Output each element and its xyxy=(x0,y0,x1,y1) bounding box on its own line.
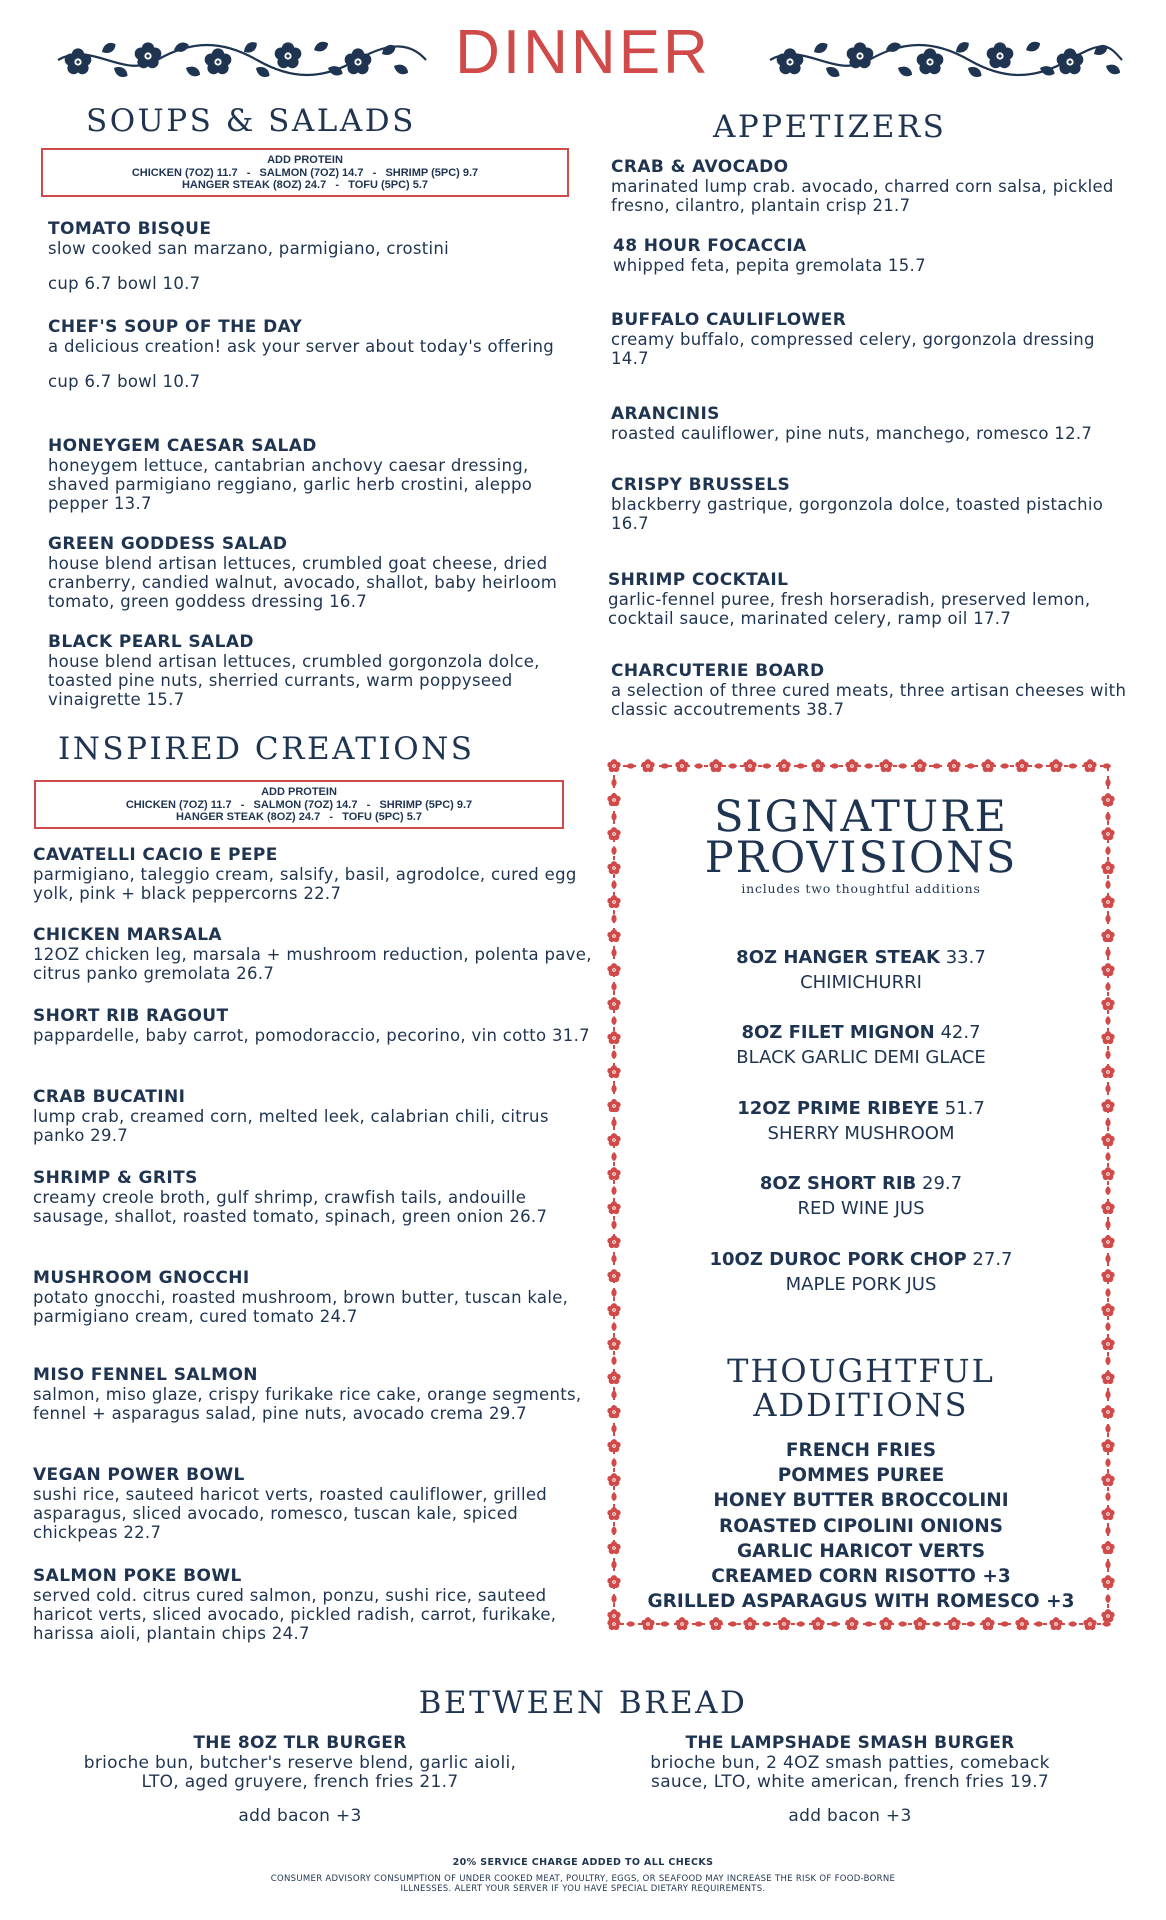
signature-item xyxy=(620,1096,1102,1146)
leaf-icon xyxy=(728,1621,737,1626)
flower-icon xyxy=(743,1617,756,1630)
flower-icon xyxy=(709,1617,722,1630)
item-description: sushi rice, sauteed haricot verts, roasted cauliflower, grilled asparagus, sliced avocado, romesco, tuscan kale, spiced chickpeas 22.7 xyxy=(33,1485,548,1542)
menu-title: DINNER xyxy=(455,18,711,87)
item-description: honeygem lettuce, cantabrian anchovy caesar dressing, shaved parmigiano reggiano, garlic herb crostini, aleppo pepper 13.7 xyxy=(48,456,533,513)
item-name: THE LAMPSHADE SMASH BURGER xyxy=(685,1733,1015,1753)
flower-icon xyxy=(1049,1617,1062,1630)
item-name: MUSHROOM GNOCCHI xyxy=(33,1268,250,1288)
flower-icon xyxy=(777,1617,790,1630)
add-protein-line: HANGER STEAK (8OZ) 24.7 - TOFU (5PC) 5.7 xyxy=(175,811,423,823)
leaf-icon xyxy=(611,914,616,923)
signature-item xyxy=(620,1171,1102,1221)
leaf-icon xyxy=(1000,1621,1009,1626)
leaf-icon xyxy=(762,1621,771,1626)
leaf-icon xyxy=(626,1621,635,1626)
leaf-icon xyxy=(694,763,703,768)
flower-icon xyxy=(1057,48,1084,74)
leaf-icon xyxy=(660,763,669,768)
leaf-icon xyxy=(932,763,941,768)
item-name: 10OZ DUROC PORK CHOP xyxy=(709,1249,967,1270)
item-description: a selection of three cured meats, three artisan cheeses with classic accoutrements 38.7 xyxy=(611,681,1127,719)
flower-icon xyxy=(1101,1507,1114,1520)
flower-icon xyxy=(607,929,620,942)
flower-icon xyxy=(1101,1235,1114,1248)
item-description: sauce, LTO, white american, french fries 19.7 xyxy=(651,1772,1049,1792)
leaf-icon xyxy=(966,1621,975,1626)
flower-icon xyxy=(607,1575,620,1588)
leaf-icon xyxy=(1105,1016,1110,1025)
leaf-icon xyxy=(611,1254,616,1263)
leaf-icon xyxy=(1102,1621,1111,1626)
flower-icon xyxy=(1101,1099,1114,1112)
item-description: blackberry gastrique, gorgonzola dolce, toasted pistachio 16.7 xyxy=(611,495,1104,533)
flower-icon xyxy=(743,759,756,772)
flower-icon xyxy=(607,1031,620,1044)
flower-icon xyxy=(607,1609,620,1622)
signature-item xyxy=(620,1020,1102,1070)
menu-item-green-goddess xyxy=(48,534,568,611)
leaf-icon xyxy=(611,1084,616,1093)
menu-item-charcuterie xyxy=(611,661,1159,719)
item-price: 42.7 xyxy=(940,1022,981,1043)
addition-item: FRENCH FRIES xyxy=(785,1440,937,1461)
item-name: SHRIMP & GRITS xyxy=(33,1168,198,1188)
item-name: CHEF'S SOUP OF THE DAY xyxy=(48,317,303,337)
item-sauce: SHERRY MUSHROOM xyxy=(767,1123,955,1144)
item-sauce: MAPLE PORK JUS xyxy=(785,1274,937,1295)
leaf-icon xyxy=(1068,763,1077,768)
flower-icon xyxy=(1101,1269,1114,1282)
item-price: cup 6.7 bowl 10.7 xyxy=(48,274,201,293)
leaf-icon xyxy=(1034,763,1043,768)
item-addon: add bacon +3 xyxy=(238,1805,362,1826)
item-name: 8OZ SHORT RIB xyxy=(759,1173,917,1194)
addition-item: GARLIC HARICOT VERTS xyxy=(736,1540,986,1562)
flower-icon xyxy=(607,1541,620,1554)
item-description: potato gnocchi, roasted mushroom, brown butter, tuscan kale, parmigiano cream, cured tomato 24.7 xyxy=(33,1288,569,1326)
flower-icon xyxy=(1101,1031,1114,1044)
item-description: a delicious creation! ask your server about today's offering xyxy=(48,337,555,356)
flower-icon xyxy=(1049,759,1062,772)
leaf-icon xyxy=(1000,763,1009,768)
menu-item-shrimp-grits xyxy=(33,1168,573,1226)
item-sauce: RED WINE JUS xyxy=(797,1198,925,1219)
leaf-icon xyxy=(611,1594,616,1603)
leaf-icon xyxy=(611,1288,616,1297)
leaf-icon xyxy=(1105,1526,1110,1535)
menu-item-chicken-marsala xyxy=(33,925,598,983)
item-description: pappardelle, baby carrot, pomodoraccio, pecorino, vin cotto 31.7 xyxy=(33,1026,590,1045)
leaf-icon xyxy=(1105,1424,1110,1433)
flower-icon xyxy=(845,1617,858,1630)
service-charge-note: 20% SERVICE CHARGE ADDED TO ALL CHECKS xyxy=(452,1857,714,1868)
item-name: VEGAN POWER BOWL xyxy=(33,1465,245,1485)
thoughtful-heading: THOUGHTFUL xyxy=(727,1352,995,1390)
burger-item-lampshade xyxy=(590,1734,1110,1826)
leaf-icon xyxy=(966,763,975,768)
leaf-icon xyxy=(1105,778,1110,787)
item-description: house blend artisan lettuces, crumbled goat cheese, dried cranberry, candied walnut, avocado, shallot, baby heirloom tomato, green goddess dressing 16.7 xyxy=(48,554,558,611)
flower-icon xyxy=(879,1617,892,1630)
leaf-icon xyxy=(694,1621,703,1626)
signature-item xyxy=(620,1247,1102,1297)
menu-item-shrimp-cocktail xyxy=(608,570,1156,628)
leaf-icon xyxy=(1024,39,1042,54)
item-name: CRAB BUCATINI xyxy=(33,1087,186,1107)
menu-item-black-pearl xyxy=(48,632,568,709)
item-name: SHRIMP COCKTAIL xyxy=(608,570,789,590)
leaf-icon xyxy=(611,1458,616,1467)
flower-icon xyxy=(607,1065,620,1078)
item-name: ARANCINIS xyxy=(611,404,720,424)
leaf-icon xyxy=(1092,42,1110,58)
item-description: brioche bun, 2 4OZ smash patties, comeback xyxy=(650,1752,1050,1773)
item-addon: add bacon +3 xyxy=(788,1805,912,1826)
item-name: CHICKEN MARSALA xyxy=(33,925,222,945)
leaf-icon xyxy=(626,763,635,768)
signature-heading: SIGNATURE xyxy=(714,792,1008,842)
leaf-icon xyxy=(611,1220,616,1229)
additions-heading: ADDITIONS xyxy=(753,1386,969,1424)
addition-item: POMMES PUREE xyxy=(777,1465,945,1487)
leaf-icon xyxy=(611,778,616,787)
item-name: 48 HOUR FOCACCIA xyxy=(613,236,807,256)
leaf-icon xyxy=(611,1186,616,1195)
flower-icon xyxy=(947,759,960,772)
leaf-icon xyxy=(898,763,907,768)
flower-icon xyxy=(811,759,824,772)
item-name: CHARCUTERIE BOARD xyxy=(611,661,825,681)
flower-icon xyxy=(1083,759,1096,772)
item-description: creamy buffalo, compressed celery, gorgonzola dressing 14.7 xyxy=(611,330,1095,368)
menu-item-mushroom-gnocchi xyxy=(33,1268,593,1326)
leaf-icon xyxy=(1105,1220,1110,1229)
between-bread-heading: BETWEEN BREAD xyxy=(418,1685,748,1721)
leaf-icon xyxy=(864,763,873,768)
leaf-icon xyxy=(1038,64,1056,78)
flower-icon xyxy=(1015,759,1028,772)
item-name: SALMON POKE BOWL xyxy=(33,1566,242,1586)
item-price: 27.7 xyxy=(972,1249,1013,1270)
item-name: CRAB & AVOCADO xyxy=(611,157,789,177)
item-price: cup 6.7 bowl 10.7 xyxy=(48,372,201,391)
flower-icon xyxy=(879,759,892,772)
leaf-icon xyxy=(611,1560,616,1569)
item-description: parmigiano, taleggio cream, salsify, basil, agrodolce, cured egg yolk, pink + black peppercorns 22.7 xyxy=(33,865,577,903)
item-price: 29.7 xyxy=(922,1173,963,1194)
leaf-icon xyxy=(1105,1186,1110,1195)
additions-list xyxy=(620,1438,1102,1614)
leaf-icon xyxy=(611,1322,616,1331)
leaf-icon xyxy=(1068,1621,1077,1626)
flower-icon xyxy=(675,1617,688,1630)
item-description: whipped feta, pepita gremolata 15.7 xyxy=(613,256,926,275)
leaf-icon xyxy=(1105,1492,1110,1501)
flower-icon xyxy=(1101,1167,1114,1180)
flower-icon xyxy=(1101,997,1114,1010)
flower-icon xyxy=(811,1617,824,1630)
menu-item-crab-avocado xyxy=(611,157,1151,215)
leaf-icon xyxy=(932,1621,941,1626)
leaf-icon xyxy=(812,40,830,56)
provisions-heading: PROVISIONS xyxy=(704,833,1018,883)
menu-item-buffalo-cauliflower xyxy=(611,310,1111,368)
item-name: TOMATO BISQUE xyxy=(48,219,212,239)
soups-add-protein-box xyxy=(41,148,569,197)
leaf-icon xyxy=(762,763,771,768)
flower-icon xyxy=(607,1337,620,1350)
menu-item-crispy-brussels xyxy=(611,475,1111,533)
item-description: lump crab, creamed corn, melted leek, calabrian chili, citrus panko 29.7 xyxy=(33,1107,549,1145)
leaf-icon xyxy=(1105,1118,1110,1127)
leaf-icon xyxy=(1105,948,1110,957)
leaf-icon xyxy=(1102,763,1111,768)
leaf-icon xyxy=(896,64,914,79)
item-description: slow cooked san marzano, parmigiano, crostini xyxy=(48,239,450,258)
addition-item: CREAMED CORN RISOTTO +3 xyxy=(711,1566,1011,1588)
flower-icon xyxy=(917,48,944,74)
floral-vine-ornament-right xyxy=(764,32,1128,88)
menu-item-focaccia xyxy=(613,236,1153,275)
leaf-icon xyxy=(611,1050,616,1059)
leaf-icon xyxy=(1105,1560,1110,1569)
menu-item-cavatelli xyxy=(33,845,593,903)
flower-icon xyxy=(709,759,722,772)
addition-item: ROASTED CIPOLINI ONIONS xyxy=(718,1515,1004,1537)
flower-icon xyxy=(607,1439,620,1452)
item-name: THE 8OZ TLR BURGER xyxy=(193,1733,407,1753)
item-description: LTO, aged gruyere, french fries 21.7 xyxy=(141,1772,459,1792)
menu-item-honeygem-caesar xyxy=(48,436,568,513)
item-description: roasted cauliflower, pine nuts, manchego, romesco 12.7 xyxy=(611,424,1093,443)
leaf-icon xyxy=(830,763,839,768)
item-sauce: BLACK GARLIC DEMI GLACE xyxy=(736,1047,986,1068)
flower-icon xyxy=(913,1617,926,1630)
addition-item: HONEY BUTTER BROCCOLINI xyxy=(713,1490,1009,1512)
flower-icon xyxy=(1015,1617,1028,1630)
leaf-icon xyxy=(611,1526,616,1535)
add-protein-label: ADD PROTEIN xyxy=(267,154,343,166)
item-name: GREEN GODDESS SALAD xyxy=(48,534,288,554)
menu-item-crab-bucatini xyxy=(33,1087,573,1145)
item-name: HONEYGEM CAESAR SALAD xyxy=(48,436,317,456)
flower-icon xyxy=(777,48,804,74)
menu-item-salmon-poke-bowl xyxy=(33,1566,573,1643)
flower-icon xyxy=(1101,1575,1114,1588)
item-price: 51.7 xyxy=(944,1098,985,1119)
flower-icon xyxy=(607,1507,620,1520)
add-protein-label: ADD PROTEIN xyxy=(261,786,337,798)
flower-icon xyxy=(1101,895,1114,908)
inspired-creations-heading: INSPIRED CREATIONS xyxy=(58,731,475,767)
burger-item-tlr xyxy=(40,1734,560,1826)
item-price: 33.7 xyxy=(945,947,986,968)
item-description: 12OZ chicken leg, marsala + mushroom reduction, polenta pave, citrus panko gremolata 26.7 xyxy=(33,945,592,983)
menu-item-miso-fennel-salmon xyxy=(33,1365,593,1423)
add-protein-line: HANGER STEAK (8OZ) 24.7 - TOFU (5PC) 5.7 xyxy=(181,179,429,191)
inspired-add-protein-box xyxy=(34,780,564,829)
leaf-icon xyxy=(796,1621,805,1626)
flower-icon xyxy=(607,997,620,1010)
addition-item: GRILLED ASPARAGUS WITH ROMESCO +3 xyxy=(647,1591,1075,1613)
leaf-icon xyxy=(728,763,737,768)
flower-icon xyxy=(1101,1439,1114,1452)
flower-icon xyxy=(607,895,620,908)
leaf-icon xyxy=(611,1016,616,1025)
item-description: marinated lump crab. avocado, charred corn salsa, pickled fresno, cilantro, plantain crisp 21.7 xyxy=(611,177,1114,215)
flower-icon xyxy=(987,42,1014,68)
flower-icon xyxy=(1101,1133,1114,1146)
flower-icon xyxy=(641,759,654,772)
item-name: SHORT RIB RAGOUT xyxy=(33,1006,229,1026)
leaf-icon xyxy=(864,1621,873,1626)
leaf-icon xyxy=(898,1621,907,1626)
flower-icon xyxy=(981,1617,994,1630)
flower-icon xyxy=(675,759,688,772)
item-sauce: CHIMICHURRI xyxy=(800,972,922,993)
appetizers-heading: APPETIZERS xyxy=(713,109,947,145)
flower-icon xyxy=(1101,929,1114,942)
flower-icon xyxy=(1101,1337,1114,1350)
item-description: garlic-fennel puree, fresh horseradish, preserved lemon, cocktail sauce, marinated celery, ramp oil 17.7 xyxy=(608,590,1091,628)
flower-icon xyxy=(607,759,620,772)
leaf-icon xyxy=(1105,1254,1110,1263)
flower-icon xyxy=(1101,1609,1114,1622)
flower-icon xyxy=(607,1099,620,1112)
flower-icon xyxy=(845,759,858,772)
leaf-icon xyxy=(1105,914,1110,923)
leaf-icon xyxy=(796,763,805,768)
flower-icon xyxy=(607,1269,620,1282)
flower-icon xyxy=(607,1133,620,1146)
flower-icon xyxy=(607,1303,620,1316)
leaf-icon xyxy=(1105,982,1110,991)
soups-salads-heading: SOUPS & SALADS xyxy=(86,103,416,139)
flower-icon xyxy=(847,42,874,68)
item-name: BUFFALO CAULIFLOWER xyxy=(611,310,847,330)
menu-item-short-rib-ragout xyxy=(33,1006,593,1045)
add-protein-line: CHICKEN (7OZ) 11.7 - SALMON (7OZ) 14.7 - SHRIMP (5PC) 9.7 xyxy=(131,166,479,179)
menu-item-chefs-soup xyxy=(48,317,568,391)
signature-subtitle: includes two thoughtful additions xyxy=(741,881,981,896)
leaf-icon xyxy=(1105,1594,1110,1603)
flower-icon xyxy=(1101,1065,1114,1078)
item-description: creamy creole broth, gulf shrimp, crawfish tails, andouille sausage, shallot, roasted tomato, spinach, green onion 26.7 xyxy=(33,1188,548,1226)
leaf-icon xyxy=(1105,1152,1110,1161)
leaf-icon xyxy=(1105,1084,1110,1093)
leaf-icon xyxy=(1105,1050,1110,1059)
flower-icon xyxy=(1101,1473,1114,1486)
leaf-icon xyxy=(1105,1322,1110,1331)
leaf-icon xyxy=(611,982,616,991)
flower-icon xyxy=(641,1617,654,1630)
item-description: served cold. citrus cured salmon, ponzu, sushi rice, sauteed haricot verts, sliced avocado, pickled radish, carrot, furikake, harissa aioli, plantain chips 24.7 xyxy=(33,1586,557,1643)
leaf-icon xyxy=(611,1152,616,1161)
leaf-icon xyxy=(660,1621,669,1626)
item-name: MISO FENNEL SALMON xyxy=(33,1365,258,1385)
flower-icon xyxy=(1083,1617,1096,1630)
leaf-icon xyxy=(611,1492,616,1501)
leaf-icon xyxy=(611,1424,616,1433)
leaf-icon xyxy=(1104,62,1122,77)
leaf-icon xyxy=(824,64,842,80)
leaf-icon xyxy=(611,1118,616,1127)
flower-icon xyxy=(1101,1303,1114,1316)
item-name: 8OZ HANGER STEAK xyxy=(736,947,940,968)
leaf-icon xyxy=(1105,1288,1110,1297)
flower-icon xyxy=(607,963,620,976)
item-name: 12OZ PRIME RIBEYE xyxy=(737,1098,939,1119)
flower-icon xyxy=(913,759,926,772)
flower-icon xyxy=(1101,1201,1114,1214)
flower-icon xyxy=(607,1167,620,1180)
leaf-icon xyxy=(1034,1621,1043,1626)
flower-icon xyxy=(777,759,790,772)
menu-item-arancinis xyxy=(611,404,1151,443)
item-description: salmon, miso glaze, crispy furikake rice cake, orange segments, fennel + asparagus salad, pine nuts, avocado crema 29.7 xyxy=(33,1385,582,1423)
leaf-icon xyxy=(830,1621,839,1626)
leaf-icon xyxy=(611,948,616,957)
flower-icon xyxy=(607,1201,620,1214)
item-name: BLACK PEARL SALAD xyxy=(48,632,254,652)
item-name: 8OZ FILET MIGNON xyxy=(741,1022,935,1043)
item-name: CAVATELLI CACIO E PEPE xyxy=(33,845,278,865)
item-description: brioche bun, butcher's reserve blend, garlic aioli, xyxy=(83,1752,517,1773)
menu-item-vegan-power-bowl xyxy=(33,1465,601,1542)
add-protein-line: CHICKEN (7OZ) 11.7 - SALMON (7OZ) 14.7 - SHRIMP (5PC) 9.7 xyxy=(125,798,473,811)
item-description: house blend artisan lettuces, crumbled gorgonzola dolce, toasted pine nuts, sherried currants, warm poppyseed vinaigrette 15.7 xyxy=(48,652,540,709)
flower-icon xyxy=(1101,963,1114,976)
flower-icon xyxy=(947,1617,960,1630)
flower-icon xyxy=(1101,1541,1114,1554)
item-name: CRISPY BRUSSELS xyxy=(611,475,791,495)
signature-item xyxy=(620,945,1102,995)
leaf-icon xyxy=(1105,1458,1110,1467)
consumer-advisory: CONSUMER ADVISORY CONSUMPTION OF UNDER COOKED MEAT, POULTRY, EGGS, OR SEAFOOD MAY INCREASE THE RISK OF FOOD-BORNE ILLNESSES. ALERT YOUR SERVER IF YOU HAVE SPECIAL DIETARY REQUIREMENTS. xyxy=(270,1874,896,1894)
menu-item-tomato-bisque xyxy=(48,219,568,293)
flower-icon xyxy=(607,1473,620,1486)
flower-icon xyxy=(607,1235,620,1248)
flower-icon xyxy=(981,759,994,772)
